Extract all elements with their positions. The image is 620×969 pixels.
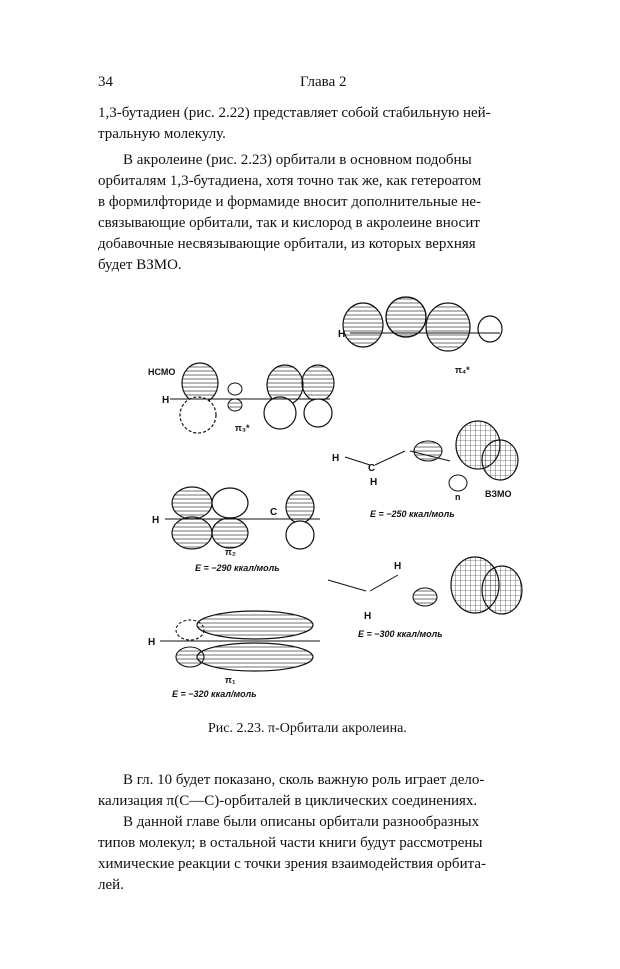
- energy-250: E = −250 ккал/моль: [370, 509, 455, 519]
- atom-label: H: [152, 515, 160, 526]
- atom-label: H: [148, 637, 156, 648]
- n-label: n: [455, 492, 461, 502]
- text-line: орбиталям 1,3-бутадиена, хотя точно так же, как гетероатом: [98, 173, 482, 189]
- text-line: В гл. 10 будет показано, сколь важную роль играет делo-: [123, 772, 485, 788]
- pi4-label: π₄*: [455, 365, 470, 375]
- atom-label: H: [338, 329, 346, 340]
- figure-acrolein-orbitals: [130, 285, 550, 710]
- energy-300: E = −300 ккал/моль: [358, 629, 443, 639]
- energy-320: E = −320 ккал/моль: [172, 689, 257, 699]
- homo-label: ВЗМО: [485, 489, 512, 499]
- text-line: связывающие орбитали, так и кислород в акролеине вносит: [98, 215, 480, 231]
- text-line: кализация π(С—С)-орбиталей в циклических соединениях.: [98, 793, 478, 809]
- text-line: химические реакции с точки зрения взаимодействия орбита-: [98, 856, 486, 872]
- atom-label: H: [364, 611, 372, 622]
- text-line: В данной главе были описаны орбитали разнообразных: [123, 814, 480, 830]
- atom-label: H: [332, 453, 340, 464]
- atom-label: H: [162, 395, 170, 406]
- running-head: Глава 2: [300, 74, 347, 90]
- text-line: добавочные несвязывающие орбитали, из которых верхняя: [98, 236, 476, 252]
- orbital-n: [332, 421, 518, 519]
- orbital-pi1: [148, 611, 320, 699]
- orbital-diagram: [130, 285, 550, 710]
- atom-label: C: [270, 507, 278, 518]
- energy-290: E = −290 ккал/моль: [195, 563, 280, 573]
- paragraph-1: [98, 103, 560, 145]
- text-line: в формилфториде и формамиде вносит дополнительные не-: [98, 194, 482, 210]
- paragraph-3: [98, 770, 560, 812]
- pi3-label: π₃*: [235, 423, 250, 433]
- paragraph-4: [98, 812, 560, 896]
- text-line: лей.: [98, 877, 124, 893]
- text-line: тральную молекулу.: [98, 126, 226, 142]
- atom-label: H: [370, 477, 378, 488]
- pi2-label: π₂: [225, 547, 236, 557]
- atom-label: C: [368, 463, 376, 474]
- atom-label: H: [394, 561, 402, 572]
- lumo-label: НСМО: [148, 367, 176, 377]
- paragraph-2: [98, 150, 560, 276]
- text-line: 1,3-бутадиен (рис. 2.22) представляет собой стабильную ней-: [98, 105, 491, 121]
- orbital-pi2: [152, 487, 320, 573]
- figure-caption: Рис. 2.23. π-Орбитали акролеина.: [208, 721, 407, 736]
- orbital-pi3: [148, 363, 334, 433]
- page-number: 34: [98, 74, 113, 90]
- orbital-pi4: [338, 297, 502, 375]
- text-line: типов молекул; в остальной части книги будут рассмотрены: [98, 835, 483, 851]
- text-line: В акролеине (рис. 2.23) орбитали в основном подобны: [123, 152, 472, 168]
- text-line: будет ВЗМО.: [98, 257, 182, 273]
- pi1-label: π₁: [225, 675, 236, 685]
- orbital-lower-right: [328, 557, 522, 639]
